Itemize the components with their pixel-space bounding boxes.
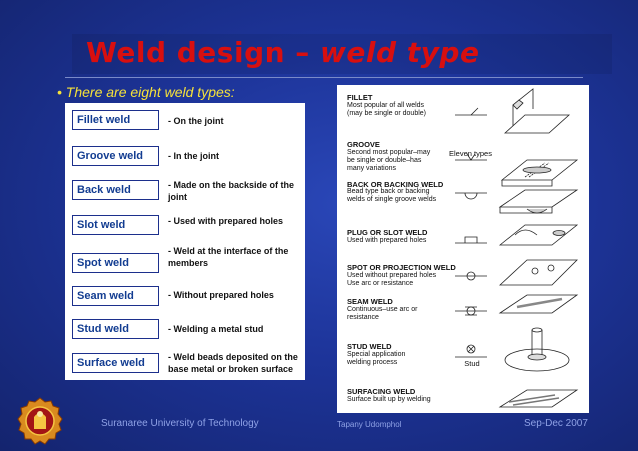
weld-type-name: Groove weld bbox=[77, 150, 144, 162]
fig-line: Used without prepared holes bbox=[347, 272, 437, 279]
spot-weld-illustration bbox=[500, 260, 577, 285]
weld-types-figure bbox=[337, 85, 589, 413]
footer-date: Sep-Dec 2007 bbox=[524, 418, 588, 429]
plug-weld-illustration bbox=[500, 225, 577, 245]
fig-heading: SPOT OR PROJECTION WELD bbox=[347, 263, 456, 272]
weld-type-box bbox=[72, 353, 159, 373]
fig-line: Continuous–use arc or bbox=[347, 306, 418, 313]
fig-line: Special application bbox=[347, 351, 406, 358]
fig-line: welds of single groove welds bbox=[347, 196, 437, 203]
weld-type-description: - Made on the backside of the joint bbox=[168, 180, 295, 202]
stud-weld-illustration bbox=[505, 328, 569, 371]
seam-weld-illustration bbox=[500, 295, 577, 313]
weld-type-name: Slot weld bbox=[77, 219, 126, 231]
footer-author: Tapany Udomphol bbox=[337, 420, 402, 429]
fig-heading: SURFACING WELD bbox=[347, 387, 416, 396]
fig-line: (may be single or double) bbox=[347, 110, 426, 117]
weld-type-name: Seam weld bbox=[77, 290, 134, 302]
fig-heading: BACK OR BACKING WELD bbox=[347, 180, 444, 189]
weld-type-box bbox=[72, 180, 159, 200]
fig-line: welding process bbox=[347, 359, 398, 366]
surfacing-weld-illustration bbox=[500, 390, 577, 407]
title-divider bbox=[65, 77, 583, 78]
fig-line: Used with prepared holes bbox=[347, 237, 427, 244]
fig-line: be single or double–has bbox=[347, 157, 422, 164]
fig-heading: FILLET bbox=[347, 93, 373, 102]
fig-line: resistance bbox=[347, 314, 379, 321]
slide-title: Weld design – weld type bbox=[86, 36, 480, 69]
fig-heading: PLUG OR SLOT WELD bbox=[347, 228, 428, 237]
weld-type-box bbox=[72, 253, 159, 273]
weld-type-name: Stud weld bbox=[77, 323, 129, 335]
weld-type-box bbox=[72, 215, 159, 235]
back-weld-illustration bbox=[500, 190, 577, 213]
fig-line: Use arc or resistance bbox=[347, 280, 414, 287]
weld-type-description: - Weld at the interface of the members bbox=[168, 246, 289, 268]
weld-type-description: - On the joint bbox=[168, 116, 224, 126]
weld-type-description: - In the joint bbox=[168, 151, 219, 161]
weld-type-description: - Welding a metal stud bbox=[168, 324, 264, 334]
plug-symbol bbox=[455, 237, 487, 243]
fig-line: Bead type back or backing bbox=[347, 188, 430, 195]
weld-type-box bbox=[72, 286, 159, 306]
weld-type-panel bbox=[65, 103, 305, 380]
weld-type-name: Surface weld bbox=[77, 357, 145, 369]
back-weld-symbol bbox=[455, 193, 487, 199]
fig-line: Second most popular–may bbox=[347, 149, 431, 156]
fig-line: Surface built up by welding bbox=[347, 396, 431, 403]
weld-type-name: Back weld bbox=[77, 184, 131, 196]
fig-line: many variations bbox=[347, 165, 397, 172]
stud-note: Stud bbox=[464, 359, 480, 368]
weld-type-name: Spot weld bbox=[77, 257, 129, 269]
fillet-symbol bbox=[455, 108, 487, 115]
seam-symbol bbox=[455, 307, 487, 315]
weld-type-box bbox=[72, 110, 159, 130]
fig-heading: GROOVE bbox=[347, 140, 380, 149]
weld-type-description: - Used with prepared holes bbox=[168, 216, 284, 226]
weld-type-description: - Weld beads deposited on the base metal or broken surface bbox=[168, 352, 298, 374]
fillet-illustration bbox=[505, 89, 569, 133]
groove-note: Eleven types bbox=[449, 149, 492, 158]
groove-illustration bbox=[502, 160, 577, 186]
weld-type-description: - Without prepared holes bbox=[168, 290, 274, 300]
fig-line: Most popular of all welds bbox=[347, 102, 425, 109]
fig-heading: SEAM WELD bbox=[347, 297, 393, 306]
weld-type-name: Fillet weld bbox=[77, 114, 131, 126]
fig-heading: STUD WELD bbox=[347, 342, 392, 351]
intro-text: • There are eight weld types: bbox=[57, 84, 235, 100]
weld-type-box bbox=[72, 146, 159, 166]
footer-university: Suranaree University of Technology bbox=[101, 418, 259, 429]
weld-type-box bbox=[72, 319, 159, 339]
university-logo-icon bbox=[16, 397, 64, 445]
